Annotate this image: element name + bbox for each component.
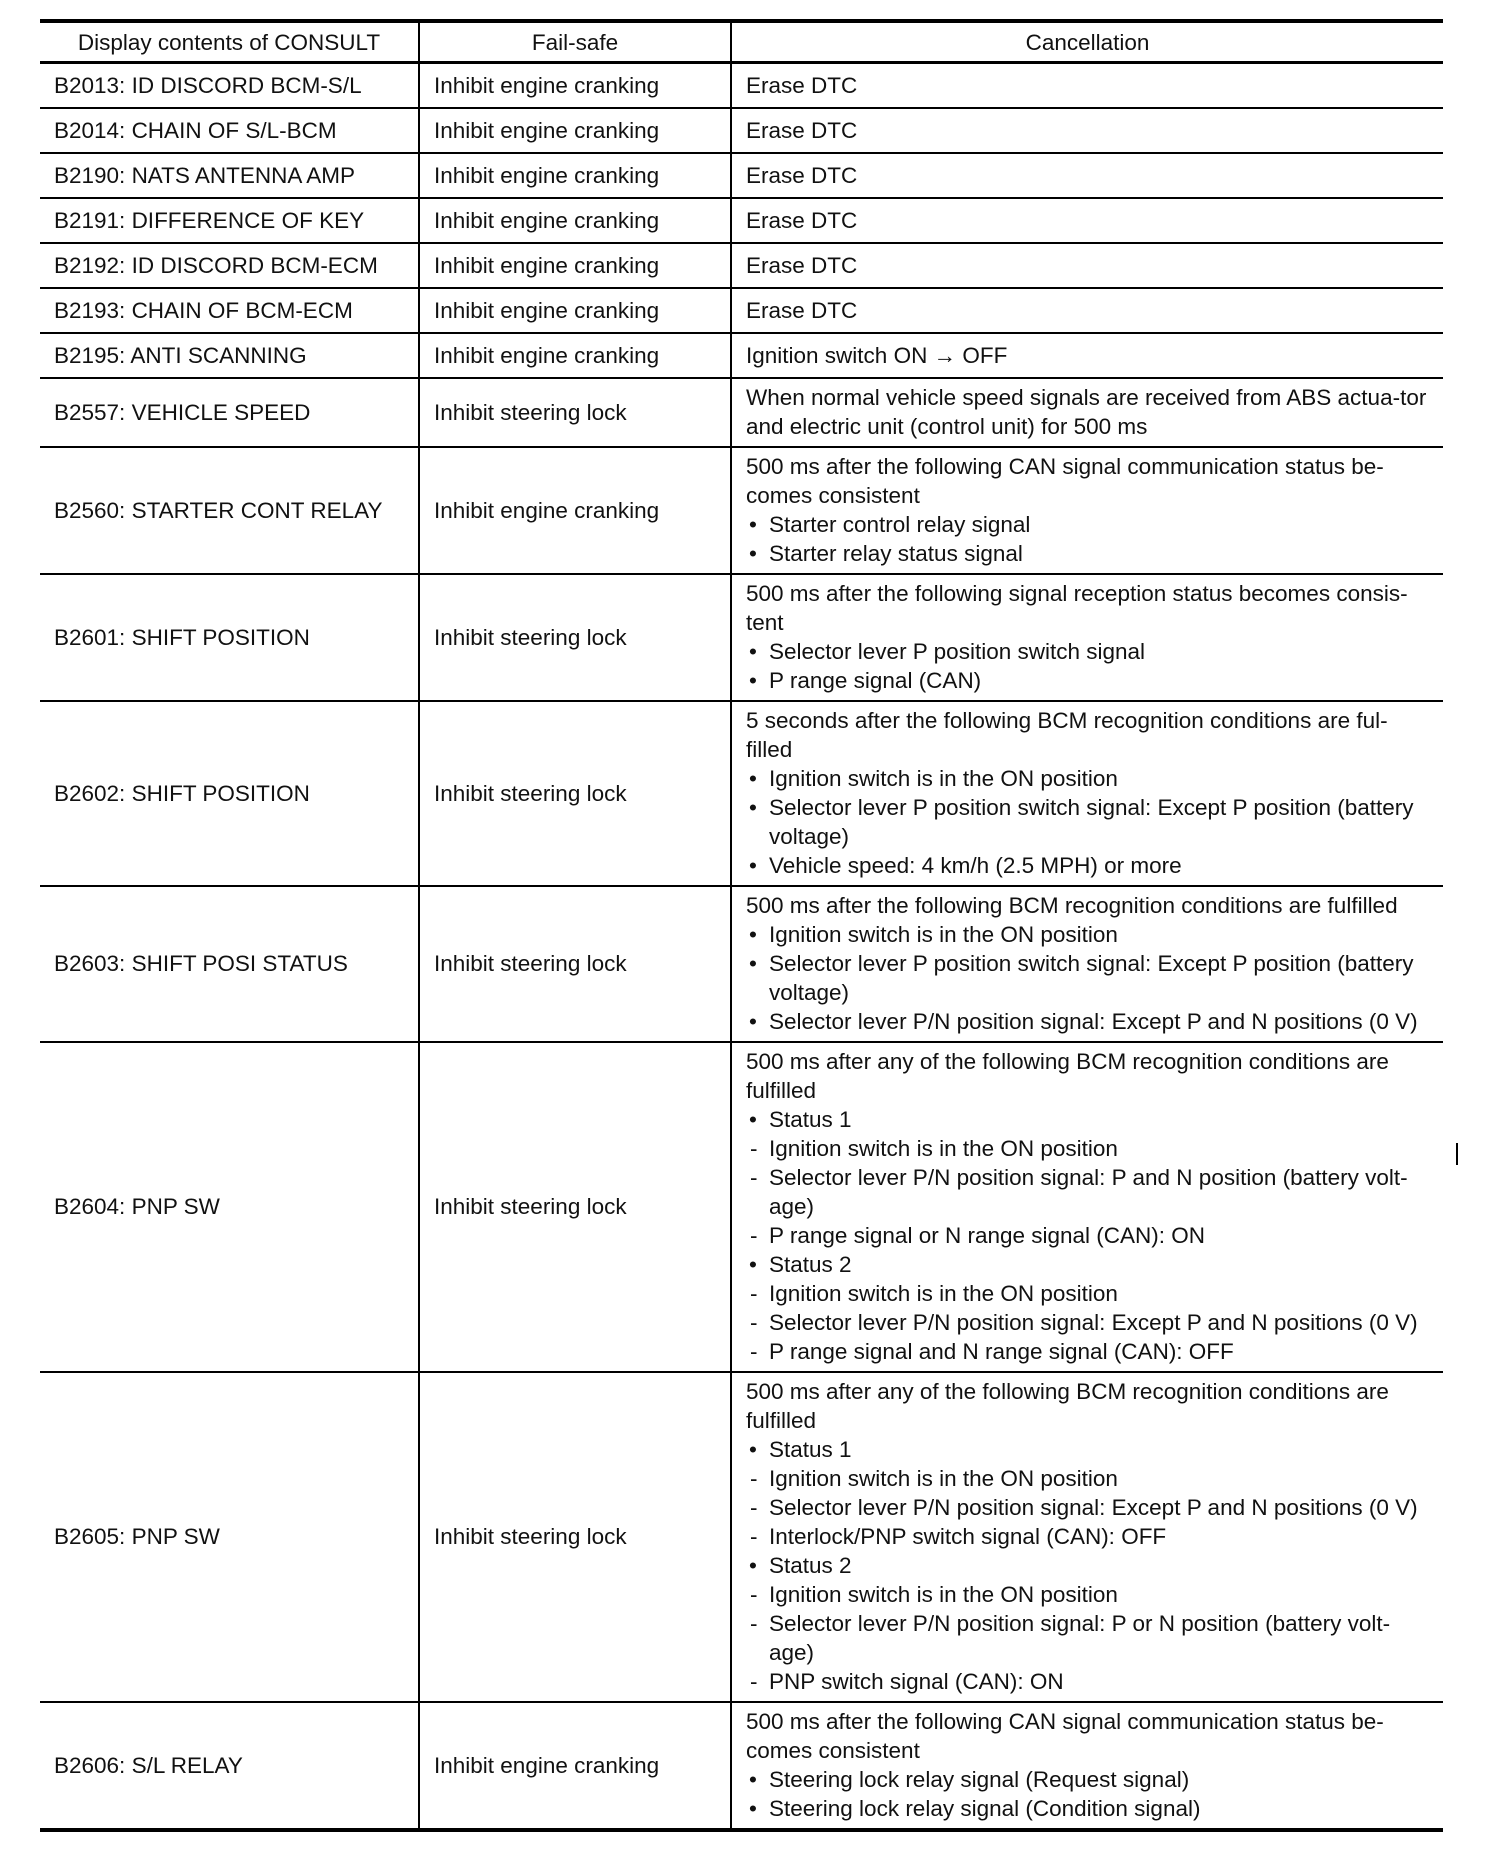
dash-item: - Ignition switch is in the ON position <box>746 1134 1429 1163</box>
display-contents-cell: B2195: ANTI SCANNING <box>40 333 419 378</box>
fail-safe-cell: Inhibit engine cranking <box>419 288 731 333</box>
cancellation-text: 500 ms after the following CAN signal communication status be-comes consistent <box>746 454 1384 508</box>
display-contents-cell: B2192: ID DISCORD BCM-ECM <box>40 243 419 288</box>
fail-safe-cell: Inhibit engine cranking <box>419 198 731 243</box>
table-row <box>40 1372 1443 1702</box>
table-row <box>40 333 1443 378</box>
bullet-item: • Steering lock relay signal (Request signal) <box>746 1765 1429 1794</box>
header-fail-safe: Fail-safe <box>419 21 731 63</box>
cancellation-cell <box>731 447 1443 574</box>
cancellation-cell <box>731 886 1443 1042</box>
cancellation-cell <box>731 153 1443 198</box>
cancellation-text: Erase DTC <box>746 207 858 233</box>
fail-safe-cell: Inhibit engine cranking <box>419 1702 731 1830</box>
cancellation-text: 500 ms after the following BCM recognition conditions are fulfilled <box>746 893 1398 918</box>
bullet-item: • Steering lock relay signal (Condition signal) <box>746 1794 1429 1823</box>
dash-item: - PNP switch signal (CAN): ON <box>746 1667 1429 1696</box>
header-row <box>40 21 1443 63</box>
bullet-item: • Starter control relay signal <box>746 510 1429 539</box>
cancellation-text: Erase DTC <box>746 297 858 323</box>
display-contents-cell: B2604: PNP SW <box>40 1042 419 1372</box>
fail-safe-cell: Inhibit engine cranking <box>419 333 731 378</box>
table-row <box>40 153 1443 198</box>
cancellation-cell <box>731 243 1443 288</box>
dash-item: - Selector lever P/N position signal: Except P and N positions (0 V) <box>746 1308 1429 1337</box>
display-contents-cell: B2191: DIFFERENCE OF KEY <box>40 198 419 243</box>
fail-safe-cell: Inhibit steering lock <box>419 378 731 447</box>
fail-safe-cell: Inhibit engine cranking <box>419 63 731 109</box>
table-row <box>40 108 1443 153</box>
table-row <box>40 1042 1443 1372</box>
bullet-item: • Selector lever P position switch signal: Except P position (battery voltage) <box>746 793 1429 851</box>
cancellation-text: Erase DTC <box>746 117 858 143</box>
fail-safe-cell: Inhibit steering lock <box>419 1372 731 1702</box>
fail-safe-cell: Inhibit engine cranking <box>419 447 731 574</box>
fail-safe-cell: Inhibit engine cranking <box>419 243 731 288</box>
table-row <box>40 63 1443 109</box>
display-contents-cell: B2193: CHAIN OF BCM-ECM <box>40 288 419 333</box>
bullet-item: • Selector lever P position switch signal: Except P position (battery voltage) <box>746 949 1429 1007</box>
fail-safe-cell: Inhibit engine cranking <box>419 108 731 153</box>
dash-item: - P range signal or N range signal (CAN): ON <box>746 1221 1429 1250</box>
cancellation-cell <box>731 701 1443 886</box>
condition-list <box>746 1765 1429 1823</box>
cancellation-cell <box>731 1702 1443 1830</box>
table-row <box>40 288 1443 333</box>
bullet-item: • Ignition switch is in the ON position <box>746 920 1429 949</box>
fail-safe-cell: Inhibit engine cranking <box>419 153 731 198</box>
table-row <box>40 378 1443 447</box>
cancellation-text: Erase DTC <box>746 162 858 188</box>
cancellation-text: 500 ms after any of the following BCM recognition conditions are fulfilled <box>746 1379 1389 1433</box>
bullet-item: • Starter relay status signal <box>746 539 1429 568</box>
cancellation-text: Erase DTC <box>746 72 858 98</box>
dash-item: - Selector lever P/N position signal: P or N position (battery volt-age) <box>746 1609 1429 1667</box>
bullet-item: • Ignition switch is in the ON position <box>746 764 1429 793</box>
condition-list <box>746 510 1429 568</box>
bullet-item: • Vehicle speed: 4 km/h (2.5 MPH) or more <box>746 851 1429 880</box>
display-contents-cell: B2013: ID DISCORD BCM-S/L <box>40 63 419 109</box>
dash-item: - P range signal and N range signal (CAN): OFF <box>746 1337 1429 1366</box>
bullet-item: • Selector lever P position switch signal <box>746 637 1429 666</box>
fail-safe-cell: Inhibit steering lock <box>419 886 731 1042</box>
dash-item: - Ignition switch is in the ON position <box>746 1464 1429 1493</box>
display-contents-cell: B2602: SHIFT POSITION <box>40 701 419 886</box>
cancellation-text: When normal vehicle speed signals are received from ABS actua-tor and electric unit (control unit) for 500 ms <box>746 385 1427 439</box>
cancellation-cell <box>731 378 1443 447</box>
table-row <box>40 447 1443 574</box>
header-cancellation: Cancellation <box>731 21 1443 63</box>
revision-bar <box>1456 1143 1458 1165</box>
display-contents-cell: B2557: VEHICLE SPEED <box>40 378 419 447</box>
condition-list <box>746 1105 1429 1366</box>
fail-safe-cell: Inhibit steering lock <box>419 1042 731 1372</box>
header-display-contents: Display contents of CONSULT <box>40 21 419 63</box>
bullet-item: • P range signal (CAN) <box>746 666 1429 695</box>
cancellation-text: 500 ms after any of the following BCM recognition conditions are fulfilled <box>746 1049 1389 1103</box>
cancellation-cell <box>731 574 1443 701</box>
table-row <box>40 243 1443 288</box>
cancellation-text: Erase DTC <box>746 252 858 278</box>
condition-list <box>746 637 1429 695</box>
condition-list <box>746 764 1429 880</box>
fail-safe-cell: Inhibit steering lock <box>419 574 731 701</box>
table-row <box>40 1702 1443 1830</box>
bullet-item: • Status 2 <box>746 1250 1429 1279</box>
cancellation-text: Ignition switch ON → OFF <box>746 342 1008 368</box>
cancellation-cell <box>731 108 1443 153</box>
display-contents-cell: B2603: SHIFT POSI STATUS <box>40 886 419 1042</box>
cancellation-text: 500 ms after the following signal reception status becomes consis-tent <box>746 581 1408 635</box>
cancellation-text: 500 ms after the following CAN signal communication status be-comes consistent <box>746 1709 1384 1763</box>
bullet-item: • Selector lever P/N position signal: Except P and N positions (0 V) <box>746 1007 1429 1036</box>
cancellation-cell <box>731 63 1443 109</box>
display-contents-cell: B2606: S/L RELAY <box>40 1702 419 1830</box>
table-row <box>40 886 1443 1042</box>
display-contents-cell: B2014: CHAIN OF S/L-BCM <box>40 108 419 153</box>
condition-list <box>746 1435 1429 1696</box>
bullet-item: • Status 2 <box>746 1551 1429 1580</box>
table-body <box>40 63 1443 1831</box>
display-contents-cell: B2190: NATS ANTENNA AMP <box>40 153 419 198</box>
cancellation-cell <box>731 198 1443 243</box>
fail-safe-cell: Inhibit steering lock <box>419 701 731 886</box>
table-row <box>40 701 1443 886</box>
bullet-item: • Status 1 <box>746 1435 1429 1464</box>
condition-list <box>746 920 1429 1036</box>
display-contents-cell: B2605: PNP SW <box>40 1372 419 1702</box>
display-contents-cell: B2601: SHIFT POSITION <box>40 574 419 701</box>
cancellation-text: 5 seconds after the following BCM recognition conditions are ful-filled <box>746 708 1388 762</box>
bullet-item: • Status 1 <box>746 1105 1429 1134</box>
dash-item: - Interlock/PNP switch signal (CAN): OFF <box>746 1522 1429 1551</box>
cancellation-cell <box>731 1372 1443 1702</box>
dash-item: - Ignition switch is in the ON position <box>746 1279 1429 1308</box>
cancellation-cell <box>731 333 1443 378</box>
dash-item: - Selector lever P/N position signal: Except P and N positions (0 V) <box>746 1493 1429 1522</box>
dash-item: - Ignition switch is in the ON position <box>746 1580 1429 1609</box>
cancellation-cell <box>731 288 1443 333</box>
cancellation-cell <box>731 1042 1443 1372</box>
table-row <box>40 574 1443 701</box>
display-contents-cell: B2560: STARTER CONT RELAY <box>40 447 419 574</box>
failsafe-table <box>40 19 1443 1832</box>
dash-item: - Selector lever P/N position signal: P and N position (battery volt-age) <box>746 1163 1429 1221</box>
table-row <box>40 198 1443 243</box>
